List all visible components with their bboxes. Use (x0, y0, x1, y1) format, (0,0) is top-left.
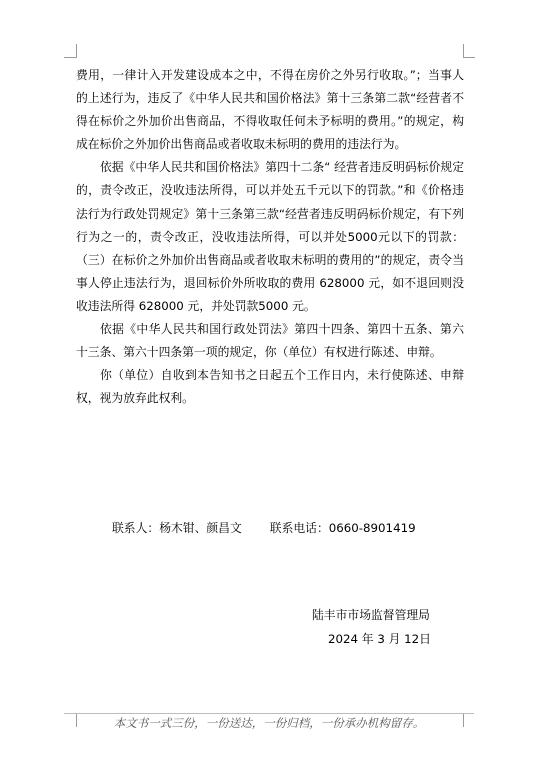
paragraph-3: 依据《中华人民共和国行政处罚法》第四十四条、第四十五条、第六十三条、第六十四条第一项的规定，你（单位）有权进行陈述、申辩。 (76, 322, 464, 360)
crop-mark-top-left (76, 44, 77, 58)
crop-mark-top-right-h (463, 57, 475, 58)
paragraph-4: 你（单位）自收到本告知书之日起五个工作日内，未行使陈述、申辩权，视为放弃此权利。 (76, 368, 464, 406)
contact-person: 联系人：杨木钳、颜昌文 (112, 521, 242, 535)
footer-divider (64, 713, 474, 714)
issue-date: 2024 年 3 月 12日 (328, 632, 431, 646)
crop-mark-top-right (463, 44, 464, 58)
paragraph-2: 依据《中华人民共和国价格法》第四十二条“ 经营者违反明码标价规定的，责令改正，没收违法所得，可以并处五千元以下的罚款。”和《价格违法行为行政处罚规定》第十三条第三款“经营者违反明码标价规定，有下列行为之一的，责令改正，没收违法所得，可以并处5000元以下的罚款：（三）在标价之外加价出售商品或者收取未标明的费用的”的规定，责令当事人停止违法行为，退回标价外所收取的费用 628000 元，如不退回则没收违法所得 628000 元，并处罚款5000 元。 (76, 160, 464, 313)
contact-line (112, 519, 416, 536)
paragraph-1: 费用，一律计入开发建设成本之中，不得在房价之外另行收取。”；当事人的上述行为，违反了《中华人民共和国价格法》第十三条第二款“经营者不得在标价之外加价出售商品，不得收取任何未予标明的费用。”的规定，构成在标价之外加价出售商品或者收取未标明的费用的违法行为。 (76, 68, 464, 152)
crop-mark-top-left-h (64, 57, 76, 58)
contact-phone: 联系电话：0660-8901419 (269, 521, 416, 535)
issuing-authority: 陆丰市市场监督管理局 (312, 608, 430, 622)
document-body (76, 64, 464, 410)
footer-note: 本文书一式三份，一份送达，一份归档，一份承办机构留存。 (113, 716, 425, 730)
